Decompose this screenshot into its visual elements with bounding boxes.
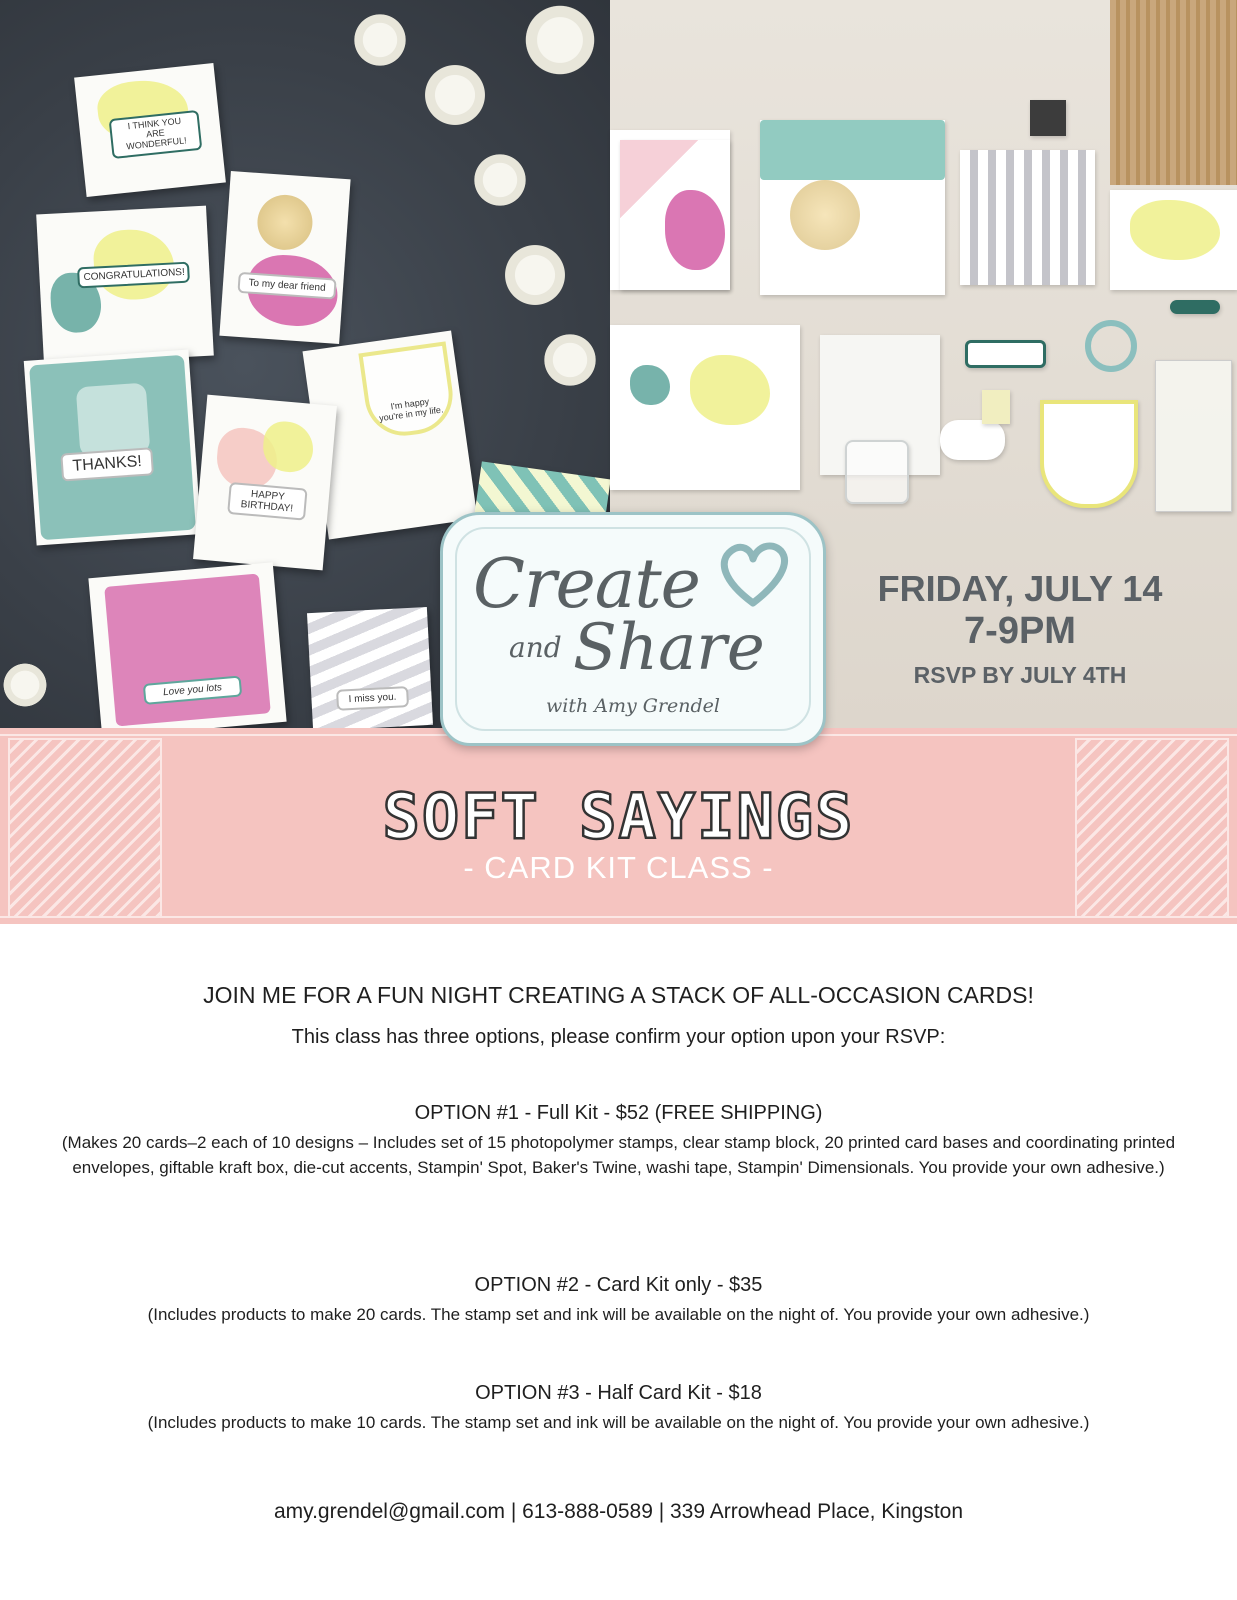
label-accent — [940, 420, 1005, 460]
logo-share-text: Share — [573, 611, 765, 685]
babys-breath-flower — [420, 60, 490, 130]
title-banner — [0, 728, 1237, 924]
create-and-share-logo — [440, 512, 826, 746]
babys-breath-flower — [500, 240, 570, 310]
sample-card — [74, 63, 226, 197]
sentiment-label: Love you lots — [143, 675, 242, 704]
class-title: SOFT SAYINGS — [382, 780, 855, 853]
pennant-accent — [1040, 400, 1138, 508]
event-date: FRIDAY, JULY 14 — [877, 568, 1163, 609]
sample-card — [88, 562, 286, 728]
envelope-stack — [760, 120, 945, 295]
leaf-accent — [1170, 300, 1220, 314]
watercolor-wash — [760, 120, 945, 180]
contact-info: amy.grendel@gmail.com | 613-888-0589 | 339 Arrowhead Place, Kingston — [273, 1500, 964, 1523]
sentiment-label: I miss you. — [336, 686, 409, 711]
babys-breath-flower — [470, 150, 530, 210]
sentiment-label: THANKS! — [60, 447, 154, 481]
event-time: 7-9PM — [964, 610, 1076, 652]
label-accent — [965, 340, 1046, 368]
pennant-accent — [358, 341, 457, 440]
bakers-twine — [982, 390, 1010, 424]
logo-and-text: and — [509, 631, 562, 664]
banner-border-bottom — [0, 916, 1237, 918]
washi-tape — [1085, 320, 1137, 372]
rsvp-deadline: RSVP BY JULY 4TH — [913, 662, 1127, 688]
logo-byline: with Amy Grendel — [546, 695, 720, 717]
watercolor-wash — [630, 365, 670, 405]
sentiment-label: HAPPY BIRTHDAY! — [227, 482, 307, 521]
printed-card-base — [620, 140, 730, 290]
watercolor-wash — [1130, 200, 1220, 260]
class-subtitle: - CARD KIT CLASS - — [463, 850, 774, 885]
event-info — [830, 568, 1210, 689]
stampin-spot — [1030, 100, 1066, 136]
intro-text: This class has three options, please confirm your option upon your RSVP: — [291, 1026, 946, 1048]
babys-breath-flower — [0, 660, 50, 710]
envelope-stack — [960, 150, 1095, 285]
headline: JOIN ME FOR A FUN NIGHT CREATING A STACK OF ALL-OCCASION CARDS! — [203, 982, 1034, 1008]
sentiment-label: I'm happy you're in my life. — [378, 396, 445, 424]
gold-flower — [256, 193, 315, 252]
watercolor-wash — [665, 190, 725, 270]
sentiment-label: To my dear friend — [237, 272, 336, 300]
option-description: (Includes products to make 10 cards. The stamp set and ink will be available on the night of. You provide your own adhesive.) — [147, 1413, 1090, 1432]
option-block — [40, 1102, 1197, 1180]
option-title: OPTION #1 - Full Kit - $52 (FREE SHIPPING) — [414, 1102, 823, 1124]
sentiment-label: CONGRATULATIONS! — [77, 262, 190, 289]
sample-card — [193, 395, 337, 571]
sentiment-label: I THINK YOU ARE WONDERFUL! — [109, 110, 203, 159]
option-title: OPTION #3 - Half Card Kit - $18 — [475, 1382, 762, 1404]
clear-stamp-block — [845, 440, 909, 504]
sample-card — [307, 607, 433, 728]
babys-breath-flower — [350, 10, 410, 70]
photopolymer-stamp-set — [1155, 360, 1232, 512]
kraft-box — [1110, 0, 1237, 185]
option-title: OPTION #2 - Card Kit only - $35 — [474, 1274, 763, 1296]
gold-flower — [790, 180, 860, 250]
snowflake-accent — [76, 383, 151, 458]
babys-breath-flower — [540, 330, 600, 390]
sample-card — [36, 206, 214, 365]
option-block — [40, 1382, 1197, 1435]
sample-card — [219, 171, 350, 344]
watercolor-wash — [104, 574, 271, 727]
watercolor-wash — [690, 355, 770, 425]
option-description: (Includes products to make 20 cards. The stamp set and ink will be available on the night of. You provide your own adhesive.) — [147, 1305, 1090, 1324]
heart-icon — [713, 533, 793, 613]
sample-card — [24, 349, 202, 545]
card-base-stack — [610, 325, 800, 490]
logo-create-text: Create — [473, 545, 700, 624]
option-description: (Makes 20 cards–2 each of 10 designs – Includes set of 15 photopolymer stamps, clear stamp block, 20 printed card bases and coordinating printed envelopes, giftable kraft box, die-cut accents, Stampin' Spot, Baker's Twine, washi tape, Stampin' Dimensionals. You provide your own adhesive.) — [61, 1133, 1176, 1177]
option-block — [40, 1274, 1197, 1327]
babys-breath-flower — [520, 0, 600, 80]
printed-card-base — [1110, 190, 1237, 290]
